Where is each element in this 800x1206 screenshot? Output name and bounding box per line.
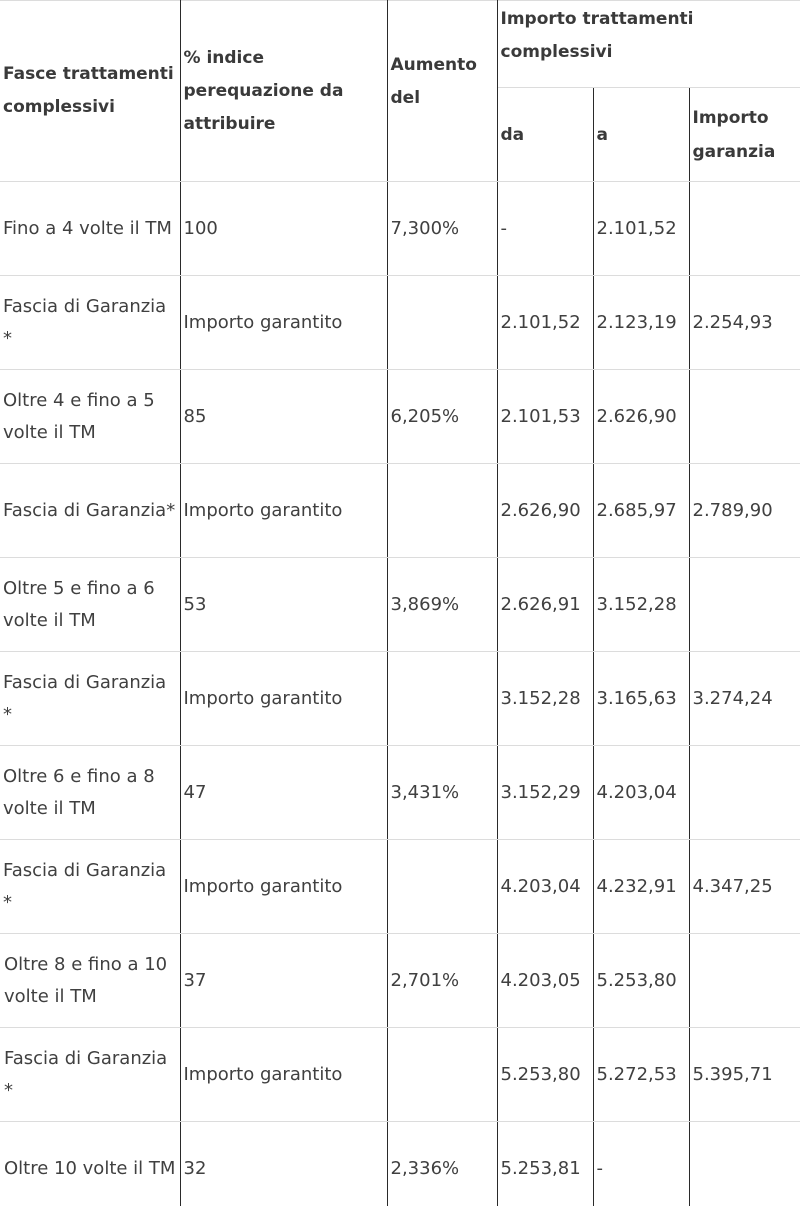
table-row (0, 370, 800, 464)
cell-a: 2.685,97 (593, 464, 689, 558)
cell-garanzia (689, 934, 800, 1028)
cell-fascia: Oltre 8 e fino a 10 volte il TM (0, 934, 180, 1028)
cell-fascia: Fino a 4 volte il TM (0, 182, 180, 276)
cell-garanzia: 2.789,90 (689, 464, 800, 558)
table-row (0, 464, 800, 558)
cell-aumento: 7,300% (387, 182, 497, 276)
cell-garanzia (689, 558, 800, 652)
cell-a: 3.165,63 (593, 652, 689, 746)
cell-da: 5.253,81 (497, 1122, 593, 1206)
table-row (0, 1122, 800, 1206)
cell-indice: 32 (180, 1122, 387, 1206)
cell-fascia: Oltre 6 e fino a 8 volte il TM (0, 746, 180, 840)
cell-indice: Importo garantito (180, 464, 387, 558)
header-row (0, 1, 800, 88)
header-fasce: Fasce trattamenti complessivi (0, 1, 180, 182)
cell-aumento (387, 840, 497, 934)
cell-aumento: 2,701% (387, 934, 497, 1028)
table-row (0, 746, 800, 840)
cell-fascia: Oltre 4 e fino a 5 volte il TM (0, 370, 180, 464)
table-row (0, 1028, 800, 1122)
header-importo-garanzia: Importo garanzia (689, 88, 800, 182)
cell-a: - (593, 1122, 689, 1206)
cell-aumento: 2,336% (387, 1122, 497, 1206)
cell-aumento: 6,205% (387, 370, 497, 464)
cell-a: 4.203,04 (593, 746, 689, 840)
cell-garanzia: 2.254,93 (689, 276, 800, 370)
header-da: da (497, 88, 593, 182)
cell-aumento: 3,869% (387, 558, 497, 652)
cell-da: 2.626,91 (497, 558, 593, 652)
table-header (0, 1, 800, 182)
header-indice: % indice perequazione da attribuire (180, 1, 387, 182)
cell-fascia: Fascia di Garanzia * (0, 652, 180, 746)
header-importo-group: Importo trattamenti complessivi (497, 1, 800, 88)
cell-a: 5.272,53 (593, 1028, 689, 1122)
cell-garanzia: 3.274,24 (689, 652, 800, 746)
cell-indice: Importo garantito (180, 276, 387, 370)
cell-garanzia (689, 370, 800, 464)
cell-garanzia: 4.347,25 (689, 840, 800, 934)
cell-indice: 100 (180, 182, 387, 276)
cell-da: 4.203,05 (497, 934, 593, 1028)
cell-a: 3.152,28 (593, 558, 689, 652)
cell-da: - (497, 182, 593, 276)
header-aumento: Aumento del (387, 1, 497, 182)
cell-aumento: 3,431% (387, 746, 497, 840)
cell-garanzia: 5.395,71 (689, 1028, 800, 1122)
header-a: a (593, 88, 689, 182)
cell-fascia: Oltre 5 e fino a 6 volte il TM (0, 558, 180, 652)
cell-indice: 37 (180, 934, 387, 1028)
cell-indice: Importo garantito (180, 1028, 387, 1122)
cell-fascia: Fascia di Garanzia * (0, 1028, 180, 1122)
table-row (0, 558, 800, 652)
cell-a: 5.253,80 (593, 934, 689, 1028)
cell-indice: 53 (180, 558, 387, 652)
cell-da: 2.101,52 (497, 276, 593, 370)
table-row (0, 934, 800, 1028)
cell-da: 3.152,28 (497, 652, 593, 746)
cell-garanzia (689, 1122, 800, 1206)
cell-indice: Importo garantito (180, 652, 387, 746)
cell-fascia: Fascia di Garanzia * (0, 840, 180, 934)
table-body (0, 182, 800, 1206)
cell-a: 2.101,52 (593, 182, 689, 276)
cell-aumento (387, 1028, 497, 1122)
cell-indice: Importo garantito (180, 840, 387, 934)
cell-indice: 47 (180, 746, 387, 840)
cell-da: 2.101,53 (497, 370, 593, 464)
table-row (0, 652, 800, 746)
table-row (0, 276, 800, 370)
cell-da: 2.626,90 (497, 464, 593, 558)
table-row (0, 840, 800, 934)
cell-garanzia (689, 182, 800, 276)
cell-fascia: Fascia di Garanzia* (0, 464, 180, 558)
cell-garanzia (689, 746, 800, 840)
cell-aumento (387, 276, 497, 370)
cell-da: 3.152,29 (497, 746, 593, 840)
cell-da: 4.203,04 (497, 840, 593, 934)
cell-da: 5.253,80 (497, 1028, 593, 1122)
cell-aumento (387, 464, 497, 558)
cell-fascia: Oltre 10 volte il TM (0, 1122, 180, 1206)
cell-a: 2.626,90 (593, 370, 689, 464)
table-row (0, 182, 800, 276)
cell-a: 4.232,91 (593, 840, 689, 934)
cell-aumento (387, 652, 497, 746)
cell-a: 2.123,19 (593, 276, 689, 370)
cell-indice: 85 (180, 370, 387, 464)
cell-fascia: Fascia di Garanzia * (0, 276, 180, 370)
